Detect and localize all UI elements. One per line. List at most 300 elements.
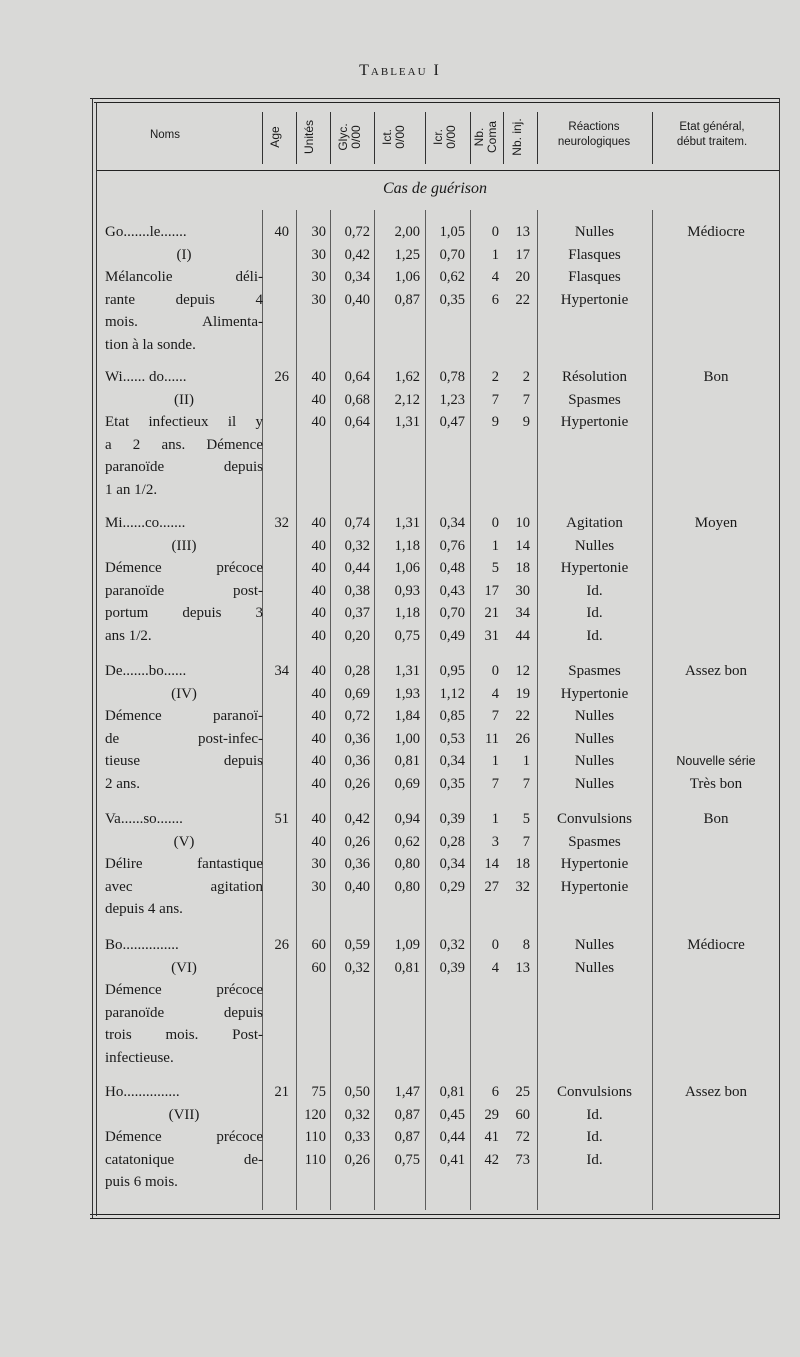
injection-count: 7 <box>522 833 530 850</box>
ict-value: 0,87 <box>394 1129 420 1145</box>
etat-value: Assez bon <box>684 663 748 679</box>
injection-count: 18 <box>515 856 530 872</box>
reaction-value: Nulles <box>574 730 615 747</box>
etat-value: Médiocre <box>687 937 745 953</box>
diagnosis-line: Etat infectieux il y <box>105 414 263 430</box>
coma-count: 4 <box>491 959 499 976</box>
reaction-value: Nulles <box>574 775 615 792</box>
icr-value: 1,23 <box>439 391 465 408</box>
glyc-value: 0,42 <box>344 246 370 263</box>
coma-count: 0 <box>491 663 499 679</box>
ict-value: 0,81 <box>394 753 420 769</box>
ict-value: 1,25 <box>394 246 420 263</box>
icr-value: 0,53 <box>439 730 465 747</box>
coma-count: 17 <box>484 582 499 599</box>
patient-name: Ho............... <box>105 1084 180 1100</box>
icr-value: 0,34 <box>439 515 465 531</box>
age-value: 40 <box>274 224 289 240</box>
glyc-value: 0,72 <box>344 224 370 240</box>
icr-value: 0,41 <box>439 1151 465 1168</box>
header-col-sep <box>652 112 653 164</box>
unites-value: 40 <box>311 605 326 621</box>
icr-value: 0,44 <box>439 1129 465 1145</box>
rule-top <box>90 98 780 99</box>
header-text: Ict. <box>380 129 394 146</box>
header-nb-inj: Nb. inj. <box>510 118 524 156</box>
ict-value: 2,12 <box>394 391 420 408</box>
rule-left <box>92 98 93 1218</box>
glyc-value: 0,74 <box>344 515 370 531</box>
reaction-value: Convulsions <box>556 1084 632 1100</box>
case-number: (I) <box>176 246 192 263</box>
etat-value: Médiocre <box>687 224 745 240</box>
coma-count: 41 <box>484 1129 499 1145</box>
coma-count: 1 <box>491 246 499 263</box>
unites-value: 40 <box>311 753 326 769</box>
header-col-sep <box>470 112 471 164</box>
ict-value: 1,93 <box>394 685 420 702</box>
ict-value: 1,00 <box>394 730 420 747</box>
glyc-value: 0,34 <box>344 269 370 285</box>
diagnosis-line: ans 1/2. <box>105 627 152 644</box>
icr-value: 0,95 <box>439 663 465 679</box>
patient-name: Mi......co....... <box>105 515 186 531</box>
rule-right <box>779 98 780 1218</box>
patient-name: Bo............... <box>105 937 179 953</box>
header-etat-line1: Etat général, <box>679 121 745 133</box>
glyc-value: 0,26 <box>344 775 370 792</box>
patient-description <box>105 221 263 356</box>
diagnosis-line: Démence paranoï- <box>105 708 263 724</box>
glyc-value: 0,26 <box>344 1151 370 1168</box>
reaction-value: Nulles <box>574 937 615 953</box>
unites-value: 40 <box>311 627 326 644</box>
glyc-value: 0,26 <box>344 833 370 850</box>
glyc-value: 0,72 <box>344 708 370 724</box>
reaction-value: Id. <box>586 605 603 621</box>
diagnosis-line: puis 6 mois. <box>105 1174 178 1190</box>
ict-value: 1,31 <box>394 414 420 430</box>
reaction-value: Hypertonie <box>560 856 629 872</box>
age-value: 32 <box>274 515 289 531</box>
header-text: 0/00 <box>444 125 458 149</box>
unites-value: 30 <box>311 246 326 263</box>
reaction-value: Id. <box>586 627 603 644</box>
icr-value: 0,35 <box>439 291 465 308</box>
diagnosis-line: portum depuis 3 <box>105 605 263 621</box>
coma-count: 31 <box>484 627 499 644</box>
header-unites: Unités <box>302 120 316 155</box>
diagnosis-line: trois mois. Post- <box>105 1027 263 1043</box>
icr-value: 0,39 <box>439 811 465 827</box>
injection-count: 17 <box>515 246 530 263</box>
diagnosis-line: tieuse depuis <box>105 753 263 769</box>
unites-value: 40 <box>311 730 326 747</box>
icr-value: 0,70 <box>439 246 465 263</box>
coma-count: 2 <box>491 369 499 385</box>
icr-value: 0,62 <box>439 269 465 285</box>
case-number: (V) <box>173 833 195 850</box>
coma-count: 5 <box>491 560 499 576</box>
glyc-value: 0,20 <box>344 627 370 644</box>
reaction-value: Hypertonie <box>560 414 629 430</box>
header-col-sep <box>503 112 504 164</box>
ict-value: 1,09 <box>394 937 420 953</box>
patient-description <box>105 512 263 647</box>
injection-count: 9 <box>522 414 530 430</box>
injection-count: 12 <box>515 663 530 679</box>
age-value: 21 <box>274 1084 289 1100</box>
header-noms: Noms <box>149 129 181 141</box>
header-text: Glyc. <box>336 123 350 151</box>
unites-value: 40 <box>311 537 326 554</box>
age-value: 26 <box>274 937 289 953</box>
injection-count: 73 <box>515 1151 530 1168</box>
header-age: Age <box>268 126 282 148</box>
glyc-value: 0,32 <box>344 537 370 554</box>
glyc-value: 0,64 <box>344 414 370 430</box>
reaction-value: Flasques <box>568 246 621 263</box>
coma-count: 7 <box>491 391 499 408</box>
unites-value: 30 <box>311 878 326 895</box>
coma-count: 29 <box>484 1106 499 1123</box>
glyc-value: 0,42 <box>344 811 370 827</box>
coma-count: 6 <box>491 1084 499 1100</box>
unites-value: 40 <box>311 833 326 850</box>
injection-count: 1 <box>522 753 530 769</box>
icr-value: 1,05 <box>439 224 465 240</box>
glyc-value: 0,32 <box>344 1106 370 1123</box>
reaction-value: Nulles <box>574 708 615 724</box>
patient-description <box>105 934 263 1069</box>
coma-count: 1 <box>491 537 499 554</box>
reaction-value: Nulles <box>574 224 615 240</box>
patient-name: Go.......le....... <box>105 224 187 240</box>
age-value: 34 <box>274 663 289 679</box>
unites-value: 40 <box>311 560 326 576</box>
ict-value: 1,18 <box>394 537 420 554</box>
table-title: Tableau I <box>359 62 441 79</box>
icr-value: 0,39 <box>439 959 465 976</box>
injection-count: 72 <box>515 1129 530 1145</box>
injection-count: 44 <box>515 627 530 644</box>
icr-value: 0,76 <box>439 537 465 554</box>
glyc-value: 0,40 <box>344 291 370 308</box>
header-col-sep <box>374 112 375 164</box>
unites-value: 40 <box>311 582 326 599</box>
ict-value: 1,31 <box>394 663 420 679</box>
unites-value: 40 <box>311 414 326 430</box>
case-number: (VI) <box>171 959 197 976</box>
diagnosis-line: 1 an 1/2. <box>105 481 158 498</box>
header-text: Nb. <box>472 127 486 147</box>
section-heading: Cas de guérison <box>383 180 487 197</box>
header-ict <box>381 112 407 162</box>
injection-count: 26 <box>515 730 530 747</box>
icr-value: 0,28 <box>439 833 465 850</box>
header-text: Icr. <box>431 129 445 146</box>
glyc-value: 0,37 <box>344 605 370 621</box>
unites-value: 60 <box>311 937 326 953</box>
injection-count: 18 <box>515 560 530 576</box>
body-col-sep <box>652 210 653 1210</box>
ict-value: 0,62 <box>394 833 420 850</box>
icr-value: 0,45 <box>439 1106 465 1123</box>
icr-value: 0,29 <box>439 878 465 895</box>
etat-note: Très bon <box>689 775 743 792</box>
injection-count: 60 <box>515 1106 530 1123</box>
patient-description <box>105 660 263 795</box>
ict-value: 1,06 <box>394 269 420 285</box>
unites-value: 40 <box>311 775 326 792</box>
diagnosis-line: mois. Alimenta- <box>105 314 263 330</box>
diagnosis-line: Démence précoce <box>105 982 263 998</box>
icr-value: 0,81 <box>439 1084 465 1100</box>
coma-count: 7 <box>491 775 499 792</box>
reaction-value: Spasmes <box>568 663 621 679</box>
reaction-value: Hypertonie <box>560 291 629 308</box>
icr-value: 0,78 <box>439 369 465 385</box>
reaction-value: Flasques <box>568 269 621 285</box>
etat-value: Bon <box>703 811 729 827</box>
header-glyc <box>337 112 363 162</box>
etat-value: Bon <box>703 369 729 385</box>
diagnosis-line: Mélancolie déli- <box>105 269 263 285</box>
rule-header-bottom <box>96 170 780 171</box>
unites-value: 110 <box>304 1129 326 1145</box>
glyc-value: 0,64 <box>344 369 370 385</box>
header-reactions-line2: neurologiques <box>557 136 631 148</box>
ict-value: 1,31 <box>394 515 420 531</box>
coma-count: 7 <box>491 708 499 724</box>
header-reactions <box>538 120 650 150</box>
diagnosis-line: paranoïde depuis <box>105 1004 263 1021</box>
reaction-value: Id. <box>586 1151 603 1168</box>
patient-description <box>105 366 263 501</box>
ict-value: 0,93 <box>394 582 420 599</box>
glyc-value: 0,28 <box>344 663 370 679</box>
glyc-value: 0,40 <box>344 878 370 895</box>
unites-value: 40 <box>311 663 326 679</box>
reaction-value: Hypertonie <box>560 685 629 702</box>
etat-value: Moyen <box>694 515 738 531</box>
ict-value: 0,69 <box>394 775 420 792</box>
reaction-value: Id. <box>586 582 603 599</box>
reaction-value: Nulles <box>574 537 615 554</box>
diagnosis-line: a 2 ans. Démence <box>105 436 263 453</box>
rule-bottom-inner <box>90 1218 780 1219</box>
age-value: 26 <box>274 369 289 385</box>
rule-left-inner <box>96 102 97 1216</box>
unites-value: 60 <box>311 959 326 976</box>
ict-value: 0,75 <box>394 627 420 644</box>
ict-value: 0,87 <box>394 1106 420 1123</box>
coma-count: 0 <box>491 937 499 953</box>
glyc-value: 0,68 <box>344 391 370 408</box>
header-icr <box>432 112 458 162</box>
glyc-value: 0,50 <box>344 1084 370 1100</box>
case-number: (IV) <box>171 685 197 702</box>
injection-count: 30 <box>515 582 530 599</box>
unites-value: 30 <box>311 224 326 240</box>
case-number: (III) <box>171 537 197 554</box>
icr-value: 0,70 <box>439 605 465 621</box>
diagnosis-line: tion à la sonde. <box>105 336 196 353</box>
unites-value: 120 <box>304 1106 326 1123</box>
diagnosis-line: Démence précoce <box>105 1129 263 1145</box>
icr-value: 0,32 <box>439 937 465 953</box>
coma-count: 0 <box>491 224 499 240</box>
ict-value: 0,87 <box>394 291 420 308</box>
coma-count: 6 <box>491 291 499 308</box>
injection-count: 34 <box>515 605 530 621</box>
reaction-value: Id. <box>586 1129 603 1145</box>
reaction-value: Spasmes <box>568 391 621 408</box>
case-number: (VII) <box>168 1106 200 1123</box>
header-etat-line2: début traitem. <box>676 136 748 148</box>
unites-value: 40 <box>311 685 326 702</box>
ict-value: 1,84 <box>394 708 420 724</box>
glyc-value: 0,38 <box>344 582 370 599</box>
icr-value: 0,43 <box>439 582 465 599</box>
glyc-value: 0,36 <box>344 856 370 872</box>
injection-count: 7 <box>522 775 530 792</box>
header-col-sep <box>537 112 538 164</box>
header-col-sep <box>262 112 263 164</box>
etat-value: Assez bon <box>684 1084 748 1100</box>
injection-count: 22 <box>515 291 530 308</box>
icr-value: 0,47 <box>439 414 465 430</box>
ict-value: 2,00 <box>394 224 420 240</box>
ict-value: 0,94 <box>394 811 420 827</box>
glyc-value: 0,36 <box>344 753 370 769</box>
injection-count: 20 <box>515 269 530 285</box>
ict-value: 0,80 <box>394 878 420 895</box>
diagnosis-line: Délire fantastique <box>105 856 263 872</box>
unites-value: 40 <box>311 369 326 385</box>
patient-name: Va......so....... <box>105 811 183 827</box>
diagnosis-line: infectieuse. <box>105 1049 174 1066</box>
ict-value: 0,75 <box>394 1151 420 1168</box>
unites-value: 30 <box>311 856 326 872</box>
glyc-value: 0,69 <box>344 685 370 702</box>
diagnosis-line: de post-infec- <box>105 730 263 747</box>
coma-count: 0 <box>491 515 499 531</box>
icr-value: 0,35 <box>439 775 465 792</box>
injection-count: 2 <box>522 369 530 385</box>
diagnosis-line: paranoïde depuis <box>105 459 263 475</box>
glyc-value: 0,44 <box>344 560 370 576</box>
reaction-value: Résolution <box>561 369 627 385</box>
coma-count: 3 <box>491 833 499 850</box>
glyc-value: 0,32 <box>344 959 370 976</box>
header-col-sep <box>296 112 297 164</box>
diagnosis-line: 2 ans. <box>105 775 140 792</box>
header-col-sep <box>425 112 426 164</box>
injection-count: 32 <box>515 878 530 895</box>
injection-count: 22 <box>515 708 530 724</box>
icr-value: 0,85 <box>439 708 465 724</box>
icr-value: 1,12 <box>439 685 465 702</box>
case-number: (II) <box>174 391 194 408</box>
icr-value: 0,34 <box>439 856 465 872</box>
coma-count: 14 <box>484 856 499 872</box>
ict-value: 1,47 <box>394 1084 420 1100</box>
reaction-value: Spasmes <box>568 833 621 850</box>
ict-value: 1,06 <box>394 560 420 576</box>
ict-value: 1,62 <box>394 369 420 385</box>
reaction-value: Convulsions <box>556 811 632 827</box>
unites-value: 40 <box>311 811 326 827</box>
unites-value: 40 <box>311 391 326 408</box>
injection-count: 10 <box>515 515 530 531</box>
diagnosis-line: rante depuis 4 <box>105 291 263 308</box>
diagnosis-line: Démence précoce <box>105 560 263 576</box>
header-nb-coma <box>473 112 499 162</box>
reaction-value: Id. <box>586 1106 603 1123</box>
rule-top-inner <box>94 102 780 103</box>
coma-count: 27 <box>484 878 499 895</box>
injection-count: 13 <box>515 224 530 240</box>
injection-count: 19 <box>515 685 530 702</box>
glyc-value: 0,36 <box>344 730 370 747</box>
header-text: 0/00 <box>393 125 407 149</box>
reaction-value: Hypertonie <box>560 560 629 576</box>
age-value: 51 <box>274 811 289 827</box>
injection-count: 8 <box>522 937 530 953</box>
injection-count: 7 <box>522 391 530 408</box>
unites-value: 30 <box>311 291 326 308</box>
diagnosis-line: paranoïde post- <box>105 582 263 599</box>
coma-count: 42 <box>484 1151 499 1168</box>
injection-count: 25 <box>515 1084 530 1100</box>
patient-name: De.......bo...... <box>105 663 187 679</box>
header-col-sep <box>330 112 331 164</box>
header-text: Coma <box>485 121 499 154</box>
ict-value: 0,80 <box>394 856 420 872</box>
reaction-value: Nulles <box>574 753 615 769</box>
unites-value: 40 <box>311 708 326 724</box>
injection-count: 14 <box>515 537 530 554</box>
ict-value: 0,81 <box>394 959 420 976</box>
icr-value: 0,34 <box>439 753 465 769</box>
coma-count: 1 <box>491 811 499 827</box>
etat-note: Nouvelle série <box>676 754 756 768</box>
header-etat <box>652 120 772 150</box>
reaction-value: Agitation <box>566 515 623 531</box>
patient-description <box>105 808 263 921</box>
diagnosis-line: catatonique de- <box>105 1151 263 1168</box>
header-text: 0/00 <box>349 125 363 149</box>
injection-count: 5 <box>522 811 530 827</box>
coma-count: 4 <box>491 685 499 702</box>
glyc-value: 0,33 <box>344 1129 370 1145</box>
coma-count: 1 <box>491 753 499 769</box>
reaction-value: Nulles <box>574 959 615 976</box>
unites-value: 110 <box>304 1151 326 1168</box>
unites-value: 30 <box>311 269 326 285</box>
diagnosis-line: avec agitation <box>105 878 263 895</box>
reaction-value: Hypertonie <box>560 878 629 895</box>
diagnosis-line: depuis 4 ans. <box>105 901 183 917</box>
coma-count: 9 <box>491 414 499 430</box>
icr-value: 0,48 <box>439 560 465 576</box>
patient-description <box>105 1081 263 1194</box>
header-reactions-line1: Réactions <box>568 121 620 133</box>
rule-bottom <box>90 1214 780 1215</box>
patient-name: Wi...... do...... <box>105 369 187 385</box>
glyc-value: 0,59 <box>344 937 370 953</box>
